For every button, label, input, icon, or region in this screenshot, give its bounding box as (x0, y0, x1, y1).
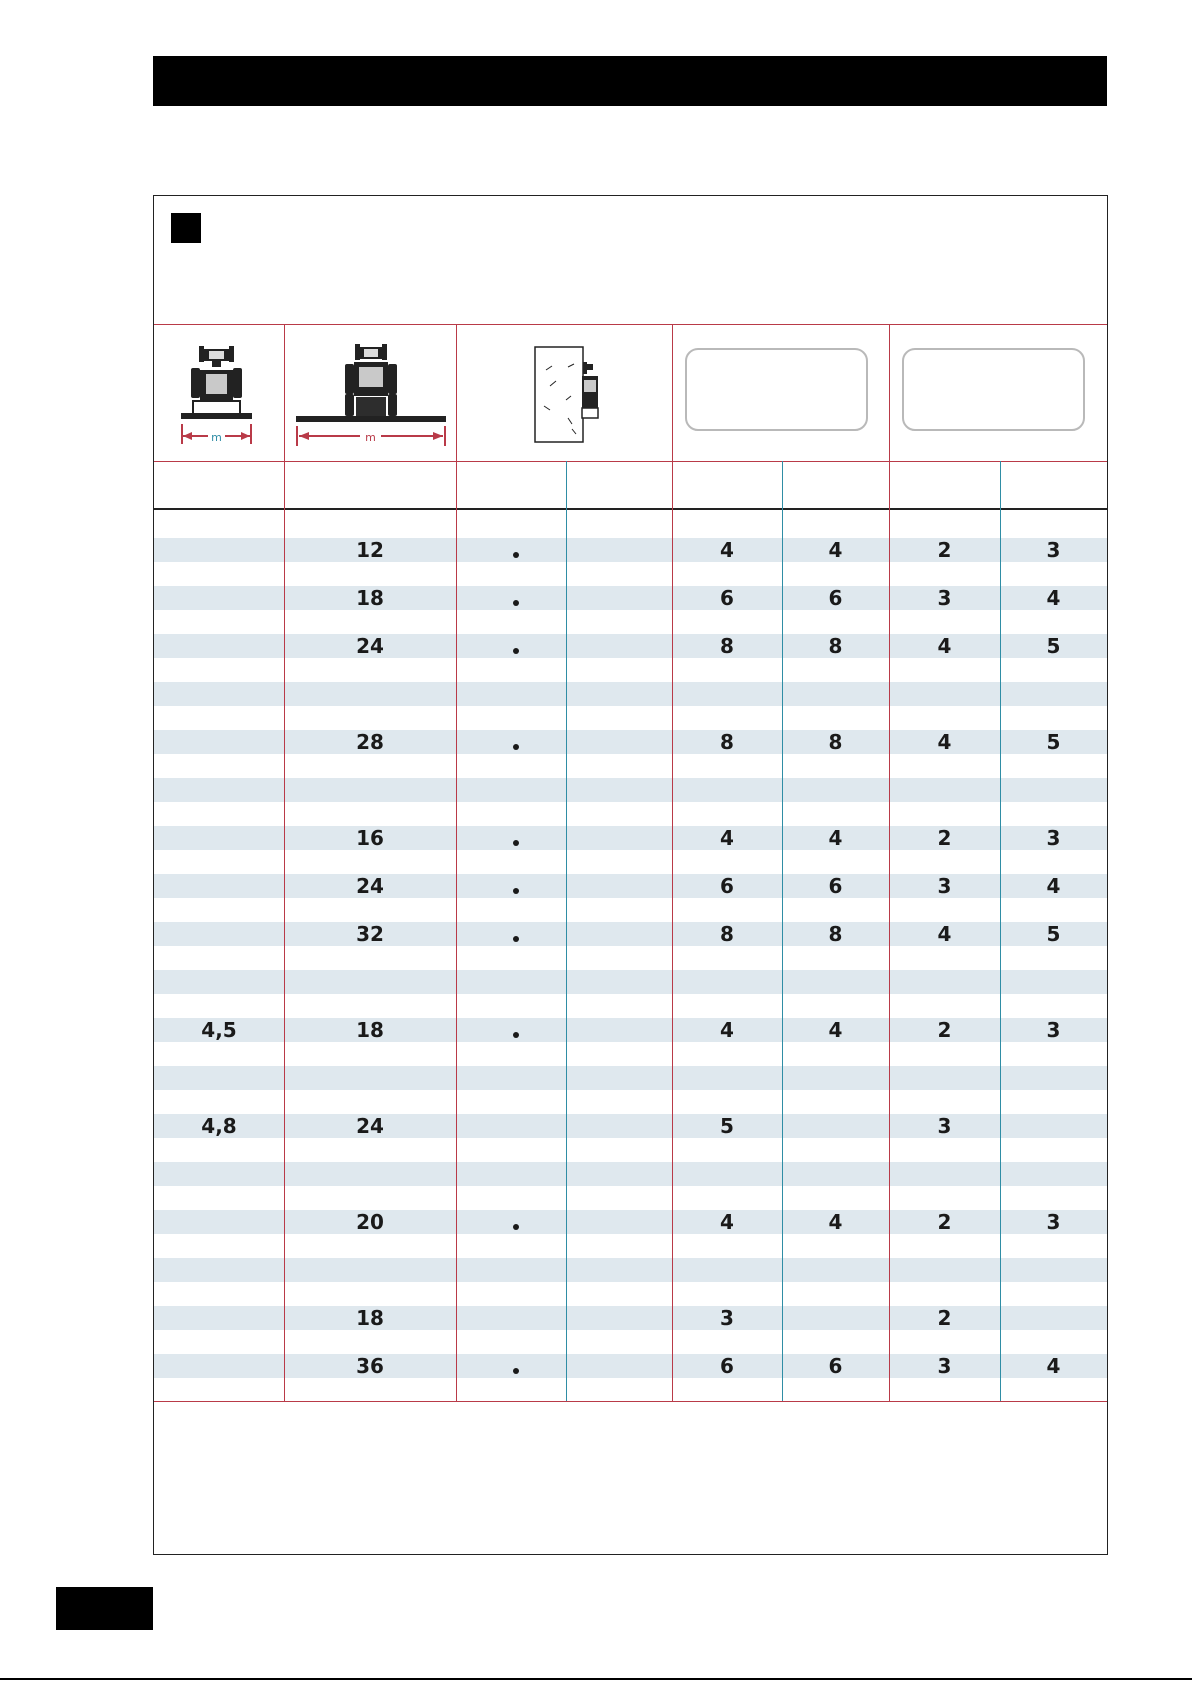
cell-width-small (154, 970, 284, 994)
table-row (154, 778, 1107, 802)
cell-value-h: 5 (1046, 634, 1061, 658)
cell-width-small (154, 826, 284, 850)
cell-value-h (1000, 1114, 1107, 1138)
cell-width-large (284, 778, 456, 802)
width-unit-label-1: m (211, 431, 222, 444)
cell-width-small (154, 538, 284, 562)
cell-value-e: 4 (720, 538, 734, 562)
cell-width-small (154, 874, 284, 898)
cell-value-e: 3 (720, 1306, 734, 1330)
cell-width-small (154, 1210, 284, 1234)
tractor-front-narrow-icon (179, 346, 254, 446)
dot-marker (513, 648, 519, 654)
cell-width-large: 18 (356, 586, 384, 610)
cell-width-small (154, 1354, 284, 1378)
cell-width-small: 4,5 (201, 1018, 237, 1042)
cell-value-h: 3 (1046, 1210, 1061, 1234)
header-box-2 (902, 348, 1085, 431)
cell-width-large (284, 970, 456, 994)
cell-width-large: 24 (356, 1114, 384, 1138)
cell-width-large (284, 1258, 456, 1282)
section-marker (171, 213, 201, 243)
header-bar (153, 56, 1107, 106)
table-row (154, 826, 1107, 850)
cell-value-f (782, 1114, 889, 1138)
cell-value-g (889, 1162, 1000, 1186)
header-box-1 (685, 348, 868, 431)
cell-value-f (782, 970, 889, 994)
col-divider-4 (889, 324, 890, 1401)
cell-value-f (782, 778, 889, 802)
dot-marker (513, 552, 519, 558)
cell-width-small (154, 1066, 284, 1090)
tractor-front-wide-icon (295, 344, 447, 448)
cell-value-e: 4 (720, 1018, 734, 1042)
dot-marker (513, 600, 519, 606)
dot-marker (513, 1224, 519, 1230)
cell-value-h (1000, 1306, 1107, 1330)
cell-value-f (782, 682, 889, 706)
cell-value-g: 3 (937, 874, 952, 898)
cell-value-g (889, 1258, 1000, 1282)
cell-value-e: 4 (720, 826, 734, 850)
cell-width-large: 16 (356, 826, 384, 850)
cell-value-e (672, 970, 782, 994)
cell-value-e: 8 (720, 922, 734, 946)
cell-width-large: 18 (356, 1306, 384, 1330)
cell-value-h: 4 (1046, 874, 1061, 898)
cell-value-f: 6 (828, 1354, 843, 1378)
cell-value-f (782, 1306, 889, 1330)
cell-width-large: 36 (356, 1354, 384, 1378)
table-row (154, 1306, 1107, 1330)
table-row (154, 1354, 1107, 1378)
cell-width-small (154, 634, 284, 658)
dot-marker (513, 1368, 519, 1374)
cell-value-g: 4 (937, 922, 952, 946)
cell-value-h (1000, 778, 1107, 802)
table-row (154, 682, 1107, 706)
cell-value-g: 2 (937, 1210, 952, 1234)
width-unit-label-2: m (365, 431, 376, 444)
cell-width-large: 32 (356, 922, 384, 946)
page-bottom-rule (0, 1678, 1192, 1680)
cell-value-f: 8 (828, 634, 843, 658)
cell-value-e: 4 (720, 1210, 734, 1234)
cell-value-e (672, 778, 782, 802)
cell-value-h: 5 (1046, 922, 1061, 946)
cell-value-h (1000, 1258, 1107, 1282)
cell-width-small (154, 1162, 284, 1186)
cell-value-h (1000, 682, 1107, 706)
cell-value-g (889, 1066, 1000, 1090)
dot-marker (513, 744, 519, 750)
cell-width-small (154, 682, 284, 706)
dot-marker (513, 888, 519, 894)
cell-width-large (284, 1066, 456, 1090)
cell-value-e (672, 682, 782, 706)
cell-value-h: 3 (1046, 538, 1061, 562)
cell-value-f: 4 (828, 826, 843, 850)
tractor-side-hopper-icon (534, 346, 609, 446)
table-row (154, 1018, 1107, 1042)
cell-value-h (1000, 1162, 1107, 1186)
cell-width-large: 24 (356, 634, 384, 658)
cell-width-small: 4,8 (201, 1114, 237, 1138)
cell-value-f: 6 (828, 586, 843, 610)
cell-value-g: 3 (937, 1114, 952, 1138)
cell-value-h: 4 (1046, 1354, 1061, 1378)
cell-width-small (154, 730, 284, 754)
cell-width-small (154, 586, 284, 610)
cell-value-e (672, 1162, 782, 1186)
cell-value-e: 6 (720, 1354, 734, 1378)
dot-marker (513, 840, 519, 846)
cell-value-e: 6 (720, 586, 734, 610)
dot-marker (513, 936, 519, 942)
cell-width-large: 18 (356, 1018, 384, 1042)
table-row (154, 922, 1107, 946)
cell-value-f (782, 1258, 889, 1282)
cell-value-g: 4 (937, 634, 952, 658)
cell-width-large: 12 (356, 538, 384, 562)
cell-value-h: 4 (1046, 586, 1061, 610)
table-row (154, 874, 1107, 898)
header-top-rule (154, 324, 1107, 325)
table-row (154, 730, 1107, 754)
cell-value-g: 3 (937, 586, 952, 610)
cell-width-large: 20 (356, 1210, 384, 1234)
cell-value-f (782, 1162, 889, 1186)
cell-width-large: 24 (356, 874, 384, 898)
cell-value-h (1000, 970, 1107, 994)
table-frame (153, 195, 1108, 1555)
cell-value-h (1000, 1066, 1107, 1090)
dot-marker (513, 1032, 519, 1038)
cell-value-h: 5 (1046, 730, 1061, 754)
cell-value-h: 3 (1046, 826, 1061, 850)
cell-value-g: 4 (937, 730, 952, 754)
cell-width-large: 28 (356, 730, 384, 754)
cell-value-e: 5 (720, 1114, 734, 1138)
table-row (154, 538, 1107, 562)
cell-value-g: 2 (937, 826, 952, 850)
cell-value-e: 6 (720, 874, 734, 898)
cell-width-small (154, 778, 284, 802)
table-row (154, 1162, 1107, 1186)
col-divider-2 (456, 324, 457, 1401)
cell-value-f: 4 (828, 1210, 843, 1234)
cell-value-f: 8 (828, 730, 843, 754)
header-bottom-rule (154, 508, 1107, 510)
cell-value-f: 4 (828, 538, 843, 562)
page-number-bar (56, 1587, 153, 1630)
cell-value-g: 3 (937, 1354, 952, 1378)
cell-width-small (154, 1258, 284, 1282)
table-row (154, 1258, 1107, 1282)
cell-value-e: 8 (720, 634, 734, 658)
cell-value-g: 2 (937, 1306, 952, 1330)
table-row (154, 1210, 1107, 1234)
table-row (154, 1066, 1107, 1090)
cell-width-large (284, 1162, 456, 1186)
cell-width-small (154, 922, 284, 946)
cell-value-f: 4 (828, 1018, 843, 1042)
table-row (154, 586, 1107, 610)
cell-value-g: 2 (937, 538, 952, 562)
cell-value-f: 6 (828, 874, 843, 898)
cell-value-e (672, 1258, 782, 1282)
col-divider-3 (672, 324, 673, 1401)
cell-value-g (889, 682, 1000, 706)
header-mid-rule (154, 461, 1107, 462)
cell-value-f: 8 (828, 922, 843, 946)
col-divider-1 (284, 324, 285, 1401)
cell-value-h: 3 (1046, 1018, 1061, 1042)
table-row (154, 970, 1107, 994)
table-row (154, 634, 1107, 658)
cell-width-large (284, 682, 456, 706)
cell-width-small (154, 1306, 284, 1330)
cell-value-g (889, 778, 1000, 802)
cell-value-e: 8 (720, 730, 734, 754)
cell-value-g (889, 970, 1000, 994)
cell-value-g: 2 (937, 1018, 952, 1042)
cell-value-e (672, 1066, 782, 1090)
cell-value-f (782, 1066, 889, 1090)
table-row (154, 1114, 1107, 1138)
table-bottom-rule (154, 1401, 1107, 1402)
